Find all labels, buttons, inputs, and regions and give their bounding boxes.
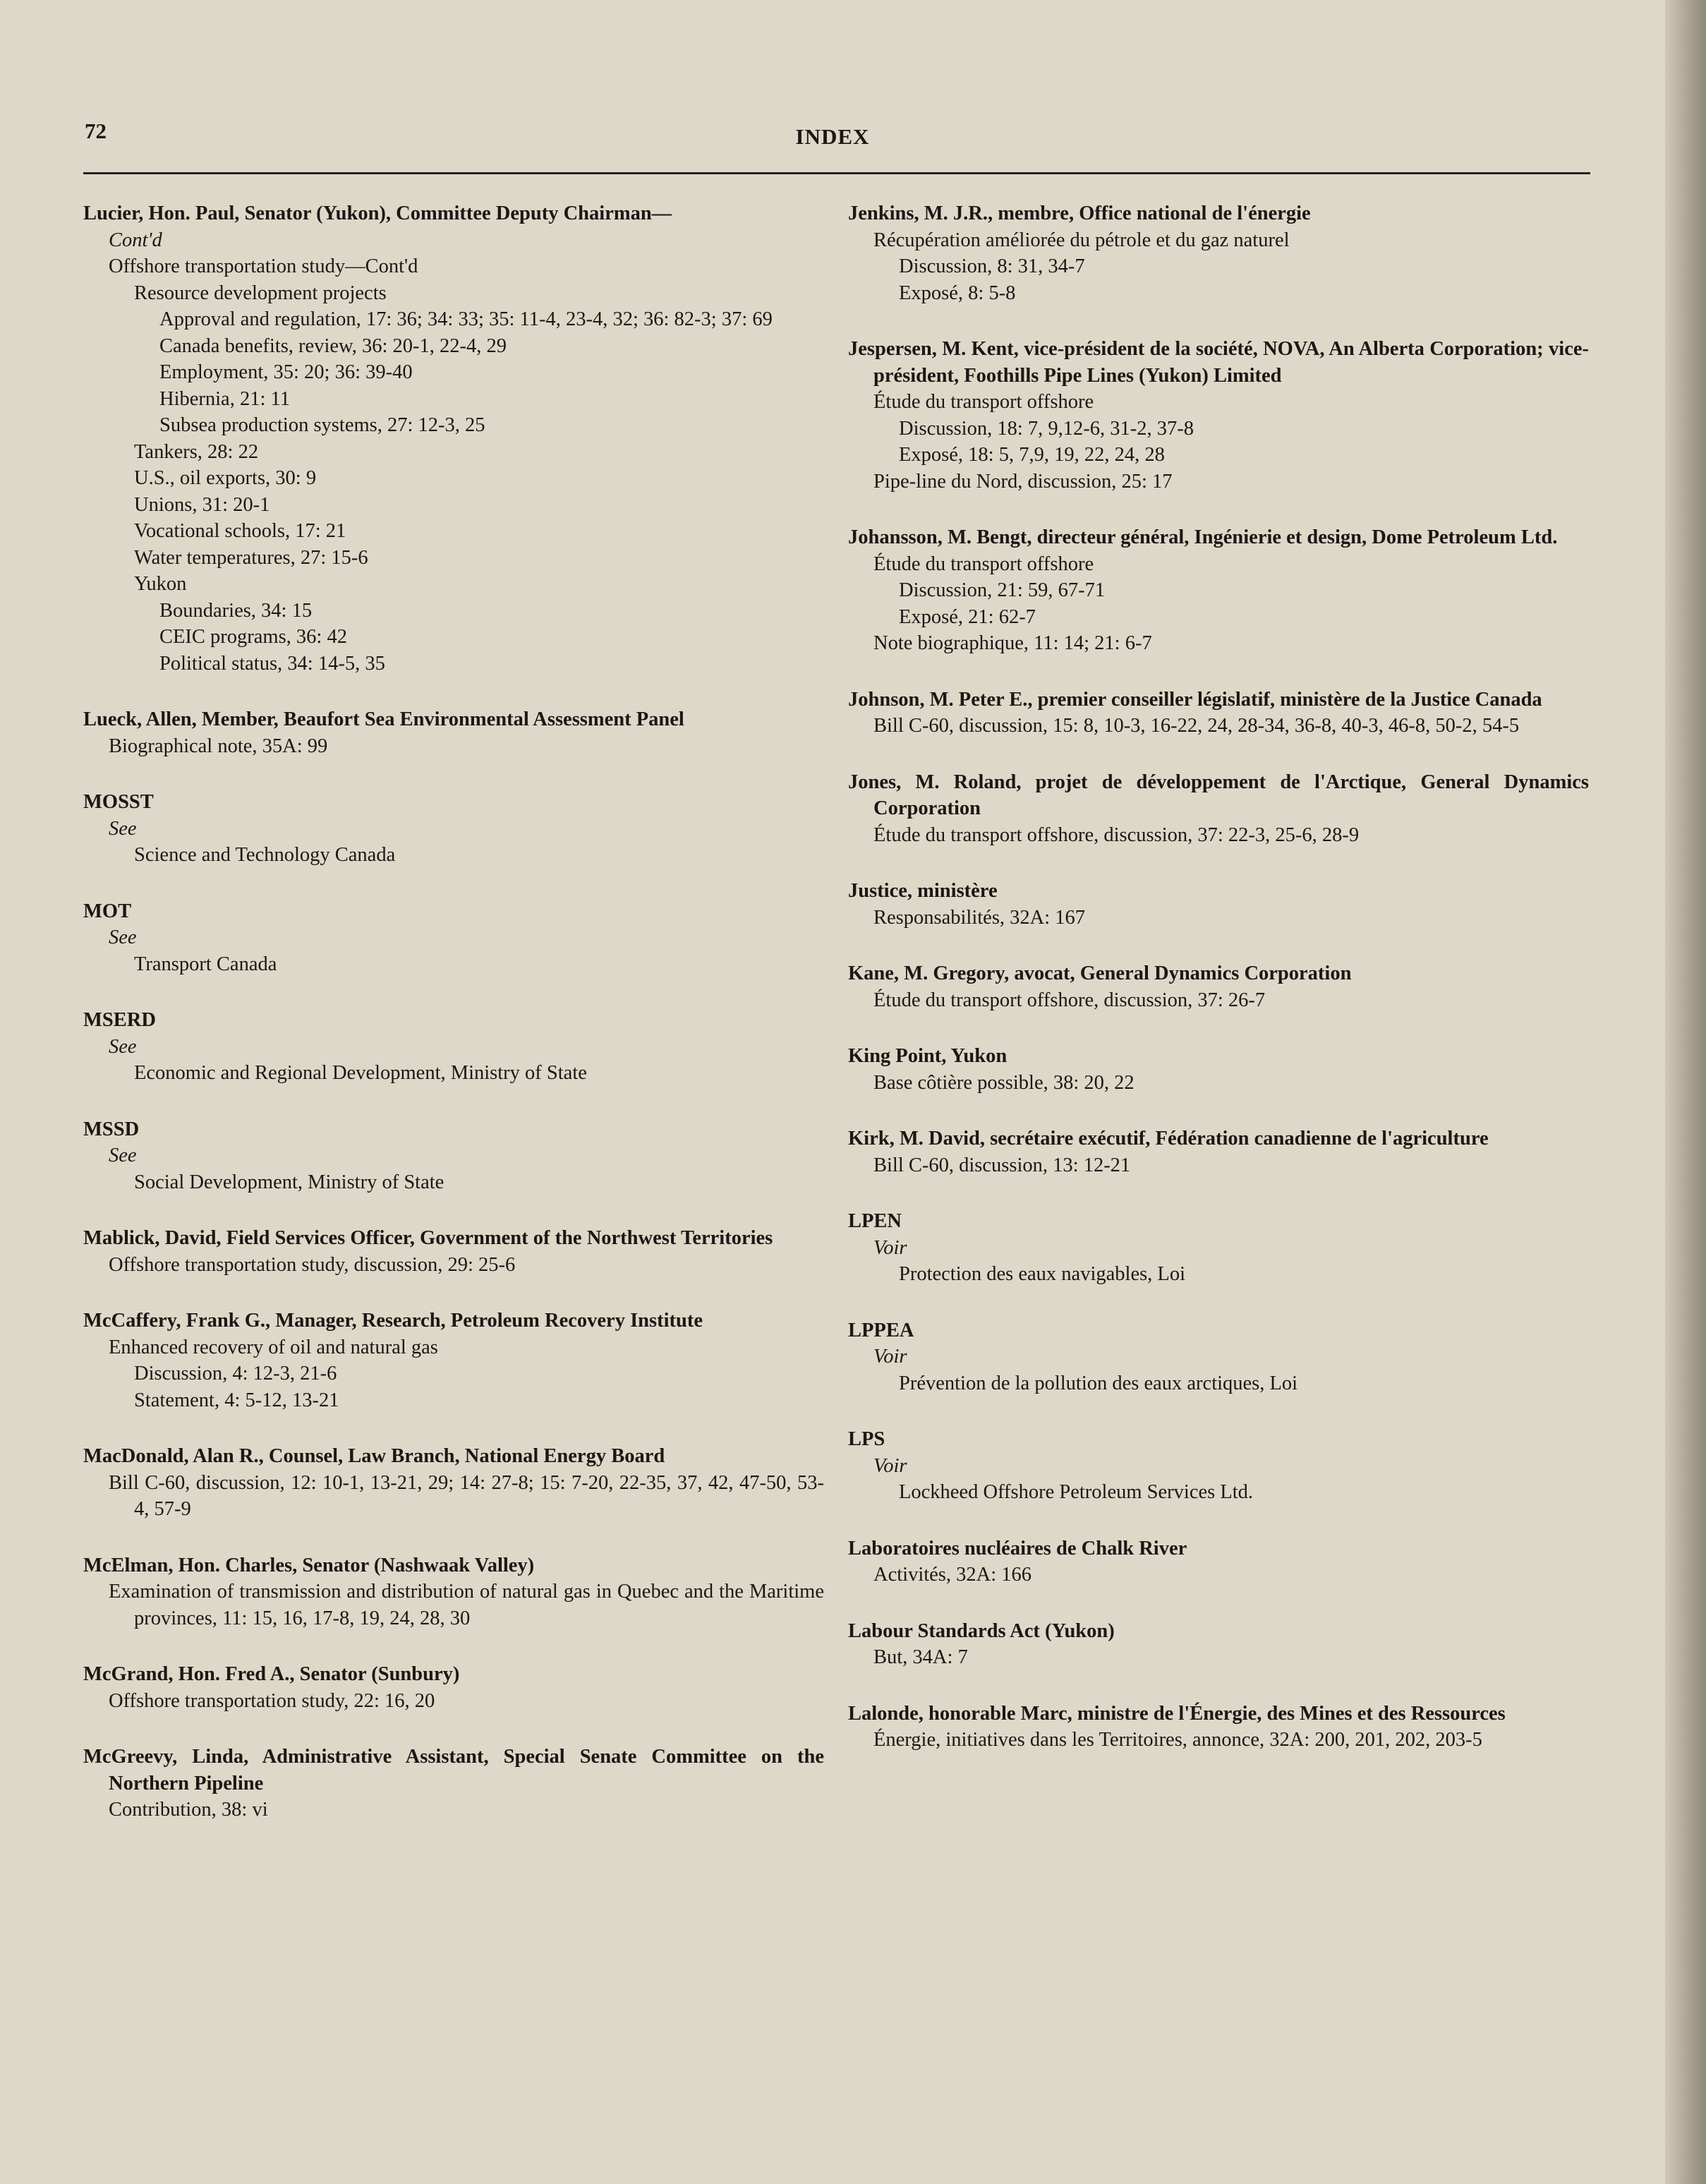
subentry-line: Étude du transport offshore	[873, 553, 1094, 575]
subentry-line: Employment, 35: 20; 36: 39-40	[159, 361, 413, 383]
subentry-line: Discussion, 18: 7, 9,12-6, 31-2, 37-8	[899, 417, 1194, 440]
index-entry	[83, 1443, 824, 1523]
entry-heading: McCaffery, Frank G., Manager, Research, Petroleum Recovery Institute	[83, 1310, 703, 1332]
entry-heading: Labour Standards Act (Yukon)	[848, 1619, 1115, 1642]
index-entry	[83, 200, 824, 677]
entry-heading: Mablick, David, Field Services Officer, Government of the Northwest Territories	[83, 1227, 773, 1249]
entry-heading: Lucier, Hon. Paul, Senator (Yukon), Committee Deputy Chairman—	[83, 203, 672, 224]
entry-heading: Jones, M. Roland, projet de développement de l'Arctique, General Dynamics Corporation	[848, 771, 1589, 819]
index-entry	[83, 1116, 824, 1196]
cross-reference-label: Voir	[873, 1236, 907, 1259]
subentry-line: Exposé, 18: 5, 7,9, 19, 22, 24, 28	[899, 444, 1165, 466]
index-entry	[848, 524, 1589, 657]
subentry-line: Tankers, 28: 22	[134, 440, 259, 463]
subentry-line: Yukon	[134, 573, 187, 595]
index-entry	[848, 336, 1589, 495]
cross-reference-label: See	[109, 927, 137, 948]
subentry-line: Pipe-line du Nord, discussion, 25: 17	[873, 470, 1173, 493]
entry-heading: Justice, ministère	[848, 880, 998, 902]
header-rule	[83, 172, 1590, 174]
entry-heading: Jespersen, M. Kent, vice-président de la société, NOVA, An Alberta Corporation; vice-président, Foothills Pipe Lines (Yukon) Limited	[848, 338, 1589, 387]
index-entry	[83, 1007, 824, 1087]
subentry-line: Resource development projects	[134, 282, 387, 304]
subentry-line: Enhanced recovery of oil and natural gas	[109, 1336, 438, 1358]
subentry-line: Étude du transport offshore, discussion, 37: 26-7	[873, 989, 1266, 1011]
subentry-line: Statement, 4: 5-12, 13-21	[134, 1389, 339, 1411]
subentry-line: Base côtière possible, 38: 20, 22	[873, 1071, 1135, 1094]
index-entry	[848, 1317, 1589, 1397]
index-entry	[848, 1701, 1589, 1754]
entry-heading: MOT	[83, 900, 132, 922]
index-entry	[83, 898, 824, 978]
index-entry	[848, 1618, 1589, 1671]
subentry-line: Examination of transmission and distribution of natural gas in Quebec and the Maritime provinces, 11: 15, 16, 17-8, 19, 24, 28, 30	[109, 1581, 824, 1629]
subentry-line: Récupération améliorée du pétrole et du gaz naturel	[873, 229, 1290, 251]
subentry-line: Étude du transport offshore, discussion, 37: 22-3, 25-6, 28-9	[873, 823, 1360, 846]
subentry-line: Contribution, 38: vi	[109, 1799, 268, 1821]
index-entry	[83, 1552, 824, 1632]
subentry-line: Bill C-60, discussion, 12: 10-1, 13-21, 29; 14: 27-8; 15: 7-20, 22-35, 37, 42, 47-50, 53-4, 57-9	[109, 1471, 824, 1520]
entry-heading: MacDonald, Alan R., Counsel, Law Branch, National Energy Board	[83, 1445, 665, 1467]
entry-heading: King Point, Yukon	[848, 1045, 1008, 1067]
subentry-line: Étude du transport offshore	[873, 391, 1094, 413]
entry-heading: Johansson, M. Bengt, directeur général, Ingénierie et design, Dome Petroleum Ltd.	[848, 526, 1558, 548]
cross-reference-label: See	[109, 817, 137, 840]
subentry-line: Canada benefits, review, 36: 20-1, 22-4, 29	[159, 334, 507, 357]
subentry-line: Protection des eaux navigables, Loi	[899, 1263, 1186, 1285]
index-entry	[848, 1426, 1589, 1506]
subentry-line: Responsabilités, 32A: 167	[873, 906, 1086, 929]
entry-heading: MSERD	[83, 1009, 156, 1031]
index-entry	[848, 687, 1589, 740]
entry-heading: McGreevy, Linda, Administrative Assistant, Special Senate Committee on the Northern Pipeline	[83, 1746, 824, 1794]
index-entry	[83, 1308, 824, 1413]
subentry-line: Unions, 31: 20-1	[134, 493, 270, 516]
index-entry	[83, 789, 824, 869]
running-header: INDEX	[795, 124, 870, 149]
subentry-line: U.S., oil exports, 30: 9	[134, 467, 317, 489]
index-entry	[83, 1661, 824, 1714]
entry-heading: MOSST	[83, 791, 154, 813]
entry-heading: LPS	[848, 1428, 885, 1450]
subentry-line: Approval and regulation, 17: 36; 34: 33; 35: 11-4, 23-4, 32; 36: 82-3; 37: 69	[159, 308, 773, 330]
index-column-right	[848, 200, 1589, 1783]
index-entry	[83, 706, 824, 759]
entry-heading: Kane, M. Gregory, avocat, General Dynamics Corporation	[848, 963, 1352, 984]
cross-reference-label: See	[109, 1145, 137, 1166]
subentry-line: Bill C-60, discussion, 15: 8, 10-3, 16-22, 24, 28-34, 36-8, 40-3, 46-8, 50-2, 54-5	[873, 715, 1520, 737]
subentry-line: Vocational schools, 17: 21	[134, 520, 346, 542]
cross-reference-label: Voir	[873, 1346, 907, 1368]
index-entry	[848, 769, 1589, 849]
index-entry	[848, 200, 1589, 306]
subentry-line: Science and Technology Canada	[134, 844, 396, 866]
index-entry	[83, 1744, 824, 1823]
index-entry	[848, 1208, 1589, 1288]
subentry-line: Subsea production systems, 27: 12-3, 25	[159, 414, 485, 436]
subentry-line: Discussion, 21: 59, 67-71	[899, 579, 1106, 601]
index-entry	[848, 960, 1589, 1013]
subentry-line: Offshore transportation study—Cont'd	[109, 255, 418, 277]
entry-heading: MSSD	[83, 1118, 140, 1140]
subentry-line: Offshore transportation study, discussion, 29: 25-6	[109, 1253, 516, 1276]
index-entry	[848, 1043, 1589, 1096]
subentry-line: Lockheed Offshore Petroleum Services Ltd.	[899, 1481, 1254, 1503]
subentry-line: Bill C-60, discussion, 13: 12-21	[873, 1154, 1131, 1176]
index-entry	[848, 1536, 1589, 1588]
subentry-line: Social Development, Ministry of State	[134, 1171, 444, 1193]
entry-heading: Kirk, M. David, secrétaire exécutif, Fédération canadienne de l'agriculture	[848, 1128, 1489, 1150]
subentry-line: Note biographique, 11: 14; 21: 6-7	[873, 632, 1152, 654]
entry-heading: LPEN	[848, 1210, 902, 1232]
subentry-line: Water temperatures, 27: 15-6	[134, 546, 368, 569]
entry-heading: LPPEA	[848, 1319, 914, 1341]
subentry-line: Boundaries, 34: 15	[159, 599, 313, 622]
index-entry	[848, 1126, 1589, 1178]
subentry-line: Transport Canada	[134, 953, 277, 975]
subentry-line: Economic and Regional Development, Ministry of State	[134, 1062, 587, 1084]
subentry-line: CEIC programs, 36: 42	[159, 626, 347, 648]
subentry-line: Énergie, initiatives dans les Territoires, annonce, 32A: 200, 201, 202, 203-5	[873, 1729, 1482, 1751]
entry-heading: Johnson, M. Peter E., premier conseiller législatif, ministère de la Justice Canada	[848, 688, 1542, 711]
entry-heading: Lalonde, honorable Marc, ministre de l'Énergie, des Mines et des Ressources	[848, 1702, 1506, 1725]
entry-heading: Jenkins, M. J.R., membre, Office national de l'énergie	[848, 203, 1311, 224]
entry-heading: Laboratoires nucléaires de Chalk River	[848, 1537, 1187, 1559]
page-number: 72	[85, 119, 107, 143]
subentry-line: Discussion, 8: 31, 34-7	[899, 255, 1085, 277]
entry-heading: McGrand, Hon. Fred A., Senator (Sunbury)	[83, 1663, 460, 1685]
subentry-line: Hibernia, 21: 11	[159, 387, 290, 410]
cross-reference-label: Cont'd	[109, 229, 162, 251]
subentry-line: Prévention de la pollution des eaux arctiques, Loi	[899, 1372, 1298, 1394]
subentry-line: Exposé, 8: 5-8	[899, 282, 1016, 304]
index-entry	[83, 1225, 824, 1278]
index-column-left	[83, 200, 824, 1853]
subentry-line: Political status, 34: 14-5, 35	[159, 652, 385, 675]
cross-reference-label: Voir	[873, 1454, 907, 1477]
cross-reference-label: See	[109, 1035, 137, 1058]
subentry-line: Biographical note, 35A: 99	[109, 735, 328, 757]
entry-heading: Lueck, Allen, Member, Beaufort Sea Environmental Assessment Panel	[83, 708, 684, 730]
subentry-line: Offshore transportation study, 22: 16, 20	[109, 1689, 435, 1712]
subentry-line: Discussion, 4: 12-3, 21-6	[134, 1363, 337, 1384]
subentry-line: Activités, 32A: 166	[873, 1564, 1032, 1586]
index-entry	[848, 878, 1589, 931]
subentry-line: But, 34A: 7	[873, 1646, 968, 1668]
page-gutter-edge	[1665, 0, 1706, 2184]
entry-heading: McElman, Hon. Charles, Senator (Nashwaak Valley)	[83, 1554, 535, 1576]
subentry-line: Exposé, 21: 62-7	[899, 605, 1036, 628]
